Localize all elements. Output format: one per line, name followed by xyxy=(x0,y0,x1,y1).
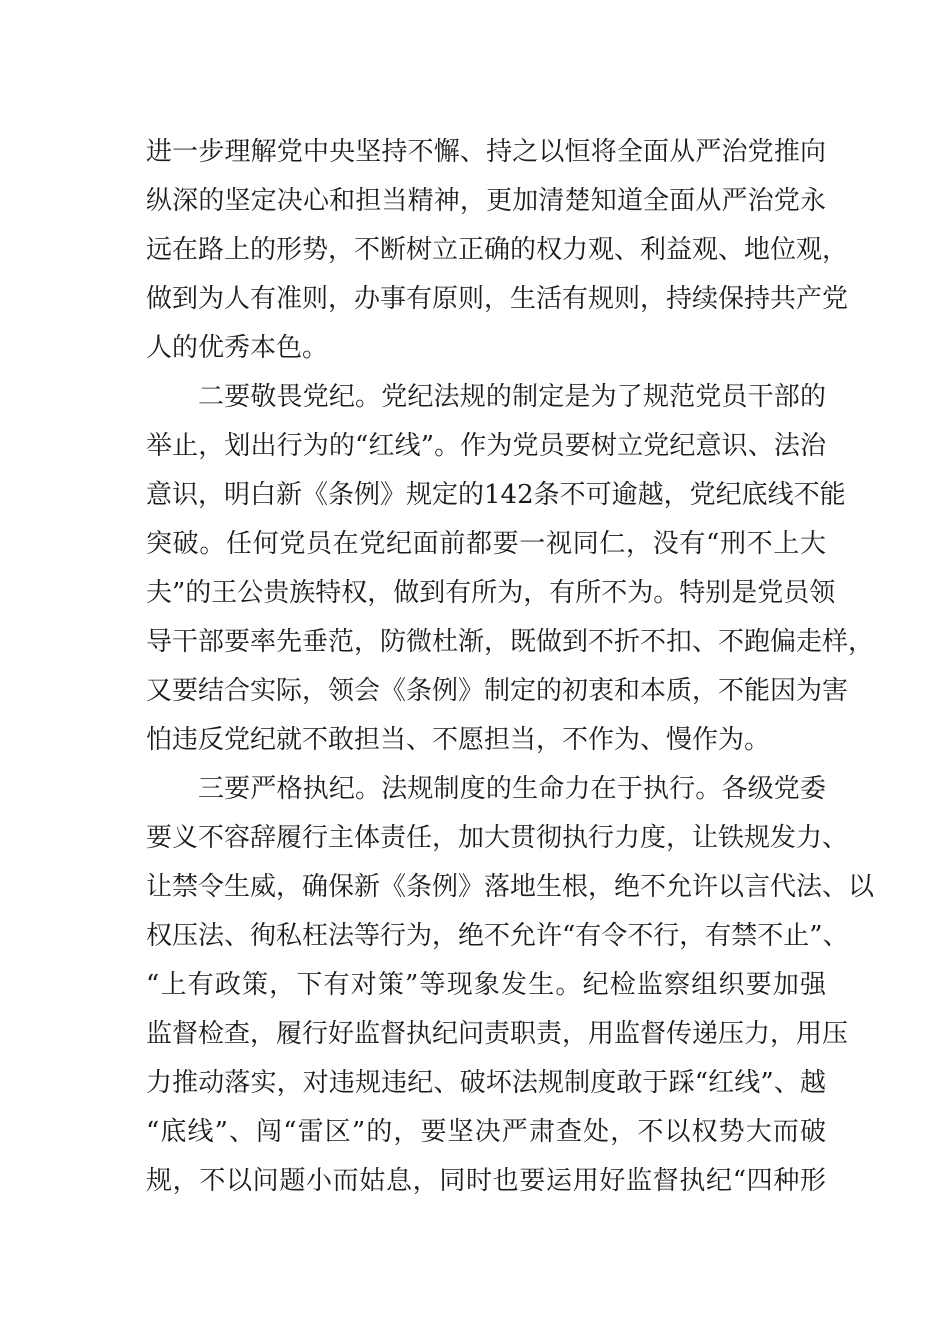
text-line: 夫”的王公贵族特权，做到有所为，有所不为。特别是党员领 xyxy=(146,578,836,608)
text-line: 监督检查，履行好监督执纪问责职责，用监督传递压力，用压 xyxy=(146,1019,849,1049)
text-line: “上有政策，下有对策”等现象发生。纪检监察组织要加强 xyxy=(146,970,826,1000)
text-line: 怕违反党纪就不敢担当、不愿担当，不作为、慢作为。 xyxy=(146,725,771,755)
text-line: 又要结合实际，领会《条例》制定的初衷和本质，不能因为害 xyxy=(146,676,849,706)
text-line: 人的优秀本色。 xyxy=(146,333,329,363)
text-line: 进一步理解党中央坚持不懈、持之以恒将全面从严治党推向 xyxy=(146,137,826,167)
text-line: 力推动落实，对违规违纪、破坏法规制度敢于踩“红线”、越 xyxy=(146,1068,826,1098)
text-line: 导干部要率先垂范，防微杜渐，既做到不折不扣、不跑偏走样， xyxy=(146,627,875,657)
text-line: 要义不容辞履行主体责任，加大贯彻执行力度，让铁规发力、 xyxy=(146,823,849,853)
text-line: 意识，明白新《条例》规定的142条不可逾越，党纪底线不能 xyxy=(146,480,846,510)
text-line: 规，不以问题小而姑息，同时也要运用好监督执纪“四种形 xyxy=(146,1166,826,1196)
text-line: 举止，划出行为的“红线”。作为党员要树立党纪意识、法治 xyxy=(146,431,826,461)
text-line: 让禁令生威，确保新《条例》落地生根，绝不允许以言代法、以 xyxy=(146,872,875,902)
text-line: “底线”、闯“雷区”的，要坚决严肃查处，不以权势大而破 xyxy=(146,1117,826,1147)
text-line: 做到为人有准则，办事有原则，生活有规则，持续保持共产党 xyxy=(146,284,849,314)
paragraph-first-line: 二要敬畏党纪。党纪法规的制定是为了规范党员干部的 xyxy=(198,382,826,412)
text-line: 权压法、徇私枉法等行为，绝不允许“有令不行，有禁不止”、 xyxy=(146,921,849,951)
text-line: 远在路上的形势，不断树立正确的权力观、利益观、地位观， xyxy=(146,235,849,265)
text-line: 纵深的坚定决心和担当精神，更加清楚知道全面从严治党永 xyxy=(146,186,826,216)
text-line: 突破。任何党员在党纪面前都要一视同仁，没有“刑不上大 xyxy=(146,529,826,559)
paragraph-first-line: 三要严格执纪。法规制度的生命力在于执行。各级党委 xyxy=(198,774,826,804)
body-text xyxy=(146,128,875,1206)
